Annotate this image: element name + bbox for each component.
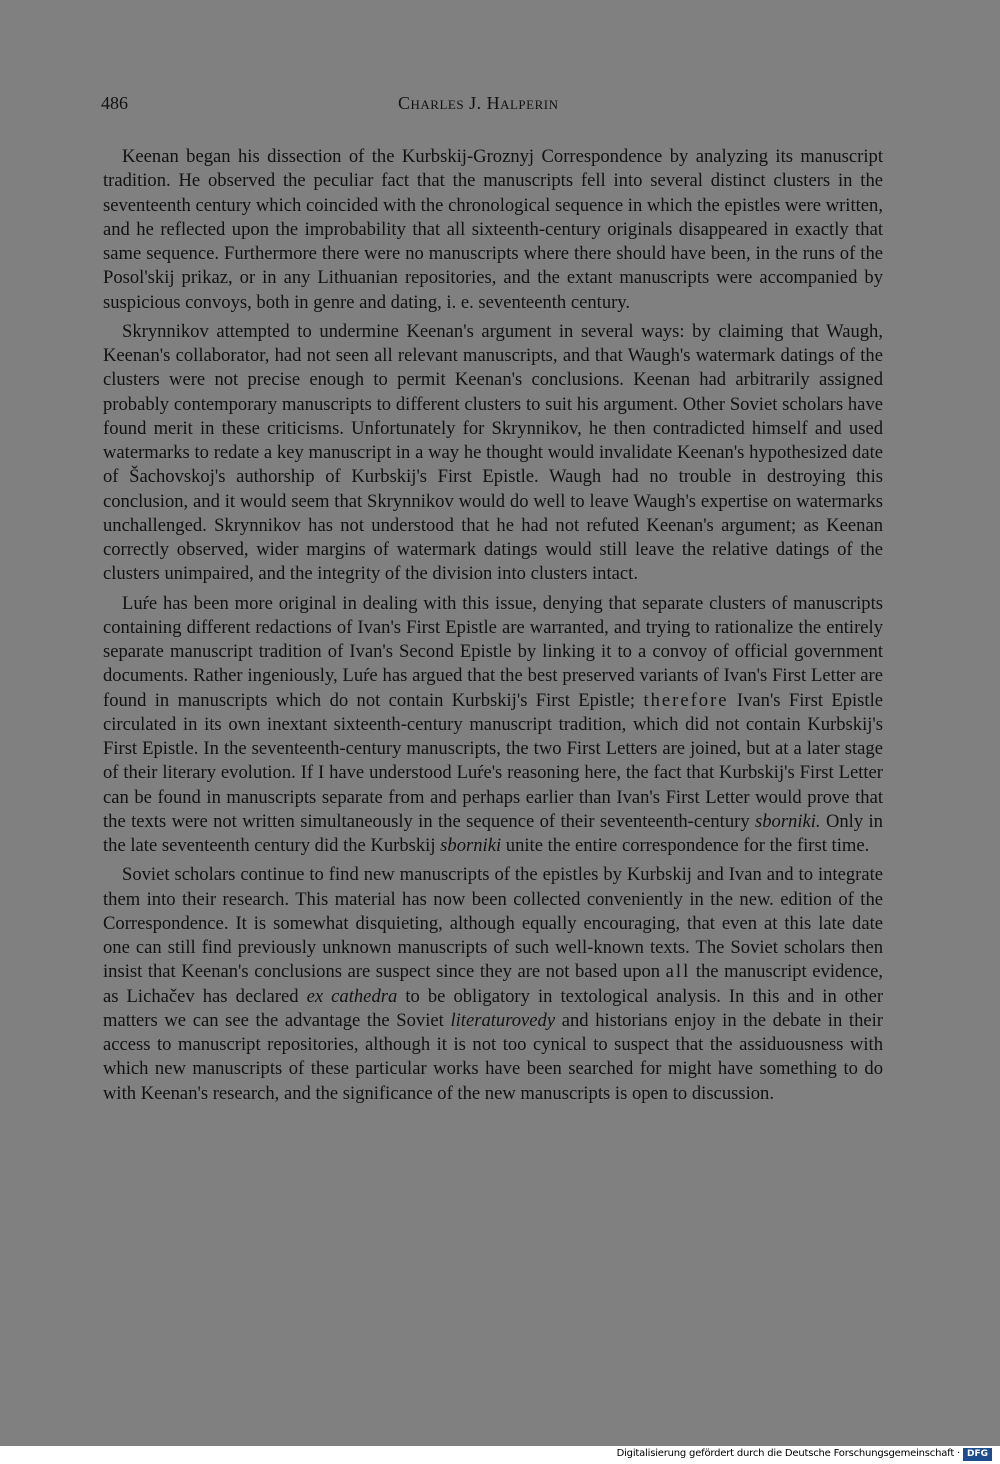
italic-term: literaturovedy <box>450 1009 556 1031</box>
paragraph-text: the manuscript evidence, as Lichačev has declared <box>103 961 883 1007</box>
italic-term: ex cathedra <box>306 985 398 1007</box>
paragraph-soviet-scholars <box>103 863 883 1106</box>
page-number: 486 <box>101 93 128 113</box>
italic-term: sborniki <box>440 835 502 856</box>
italic-term: sborniki. <box>754 810 821 832</box>
paragraph-text: Soviet scholars continue to find new manuscripts of the epistles by Kurbskij and Ivan and to integrate them into their research. This material has now been collected conveniently in the new. edition of the Correspondence. It is somewhat disquieting, although equally encouraging, that even at this late date one can still find previously unknown manuscripts of such well-known texts. The Soviet scholars then insist that Keenan's conclusions are suspect since they are not based upon <box>103 864 883 983</box>
paragraph-text: Only in the late seventeenth century did the Kurbskij <box>103 810 883 856</box>
article-body <box>103 145 883 1111</box>
emphasized-word: therefore <box>643 689 729 711</box>
paragraph-text: and historians enjoy in the debate in their access to manuscript repositories, although it is not too cynical to suspect that the assiduousness with which new manuscripts of these particular works have been searched for might have something to do with Keenan's research, and the significance of the new manuscripts is open to discussion. <box>103 1009 883 1104</box>
paragraph-skrynnikov: Skrynnikov attempted to undermine Keenan's argument in several ways: by claiming that Waugh, Keenan's collaborator, had not seen all relevant manuscripts, and that Waugh's watermark datings of the clusters were not precise enough to permit Keenan's conclusions. Keenan had arbitrarily assigned probably contemporary manuscripts to different clusters to suit his argument. Other Soviet scholars have found merit in these criticisms. Unfortunately for Skrynnikov, he then contradicted himself and used watermarks to redate a key manuscript in a way he thought would invalidate Keenan's hypothesized date of Šachovskoj's authorship of Kurbskij's First Epistle. Waugh had no trouble in destroying this conclusion, and it would seem that Skrynnikov would do well to leave Waugh's expertise on watermarks unchallenged. Skrynnikov has not understood that he had not refuted Keenan's argument; as Keenan correctly observed, wider margins of watermark datings would still leave the relative datings of the clusters unimpaired, and the integrity of the division into clusters intact. <box>103 320 883 585</box>
funding-credit: Digitalisierung gefördert durch die Deutsche Forschungsgemeinschaft · <box>616 1448 960 1459</box>
paragraph-text: unite the entire correspondence for the first time. <box>501 835 870 856</box>
paragraph-text: to be obligatory in textological analysis. In this and in other matters we can see the advantage the Soviet <box>103 985 884 1031</box>
emphasized-word: all <box>665 961 691 983</box>
page-header <box>101 93 891 119</box>
paragraph-text: Luŕe has been more original in dealing with this issue, denying that separate clusters of manuscripts containing different redactions of Ivan's First Epistle are warranted, and trying to rationalize the entirely separate manuscript tradition of Ivan's Second Epistle by linking it to a convoy of official government documents. Rather ingeniously, Luŕe has argued that the best preserved variants of Ivan's First Letter are found in manuscripts which do not contain Kurbskij's First Epistle; <box>103 592 883 711</box>
digitization-footer <box>0 1446 1000 1464</box>
running-head: Charles J. Halperin <box>398 93 559 113</box>
paragraph-text: Ivan's First Epistle circulated in its own inextant sixteenth-century manuscript tradition, which did not contain Kurbskij's First Epistle. In the seventeenth-century manuscripts, the two First Letters are joined, but at a later stage of their literary evolution. If I have understood Luŕe's reasoning here, the fact that Kurbskij's First Letter can be found in manuscripts separate from and perhaps earlier than Ivan's First Letter would prove that the texts were not written simultaneously in the sequence of their seventeenth-century <box>103 689 884 832</box>
paragraph-lure <box>103 592 883 859</box>
paragraph-manuscript-tradition: Keenan began his dissection of the Kurbskij-Groznyj Correspondence by analyzing its manuscript tradition. He observed the peculiar fact that the manuscripts fell into several distinct clusters in the seventeenth century which coincided with the chronological sequence in which the epistles were written, and he reflected upon the improbability that all sixteenth-century originals disappeared in exactly that same sequence. Furthermore there were no manuscripts where there should have been, in the runs of the Posol'skij prikaz, or in any Lithuanian repositories, and the extant manuscripts were accompanied by suspicious convoys, both in genre and dating, i. e. seventeenth century. <box>103 146 883 313</box>
dfg-logo-icon: DFG <box>963 1448 992 1461</box>
